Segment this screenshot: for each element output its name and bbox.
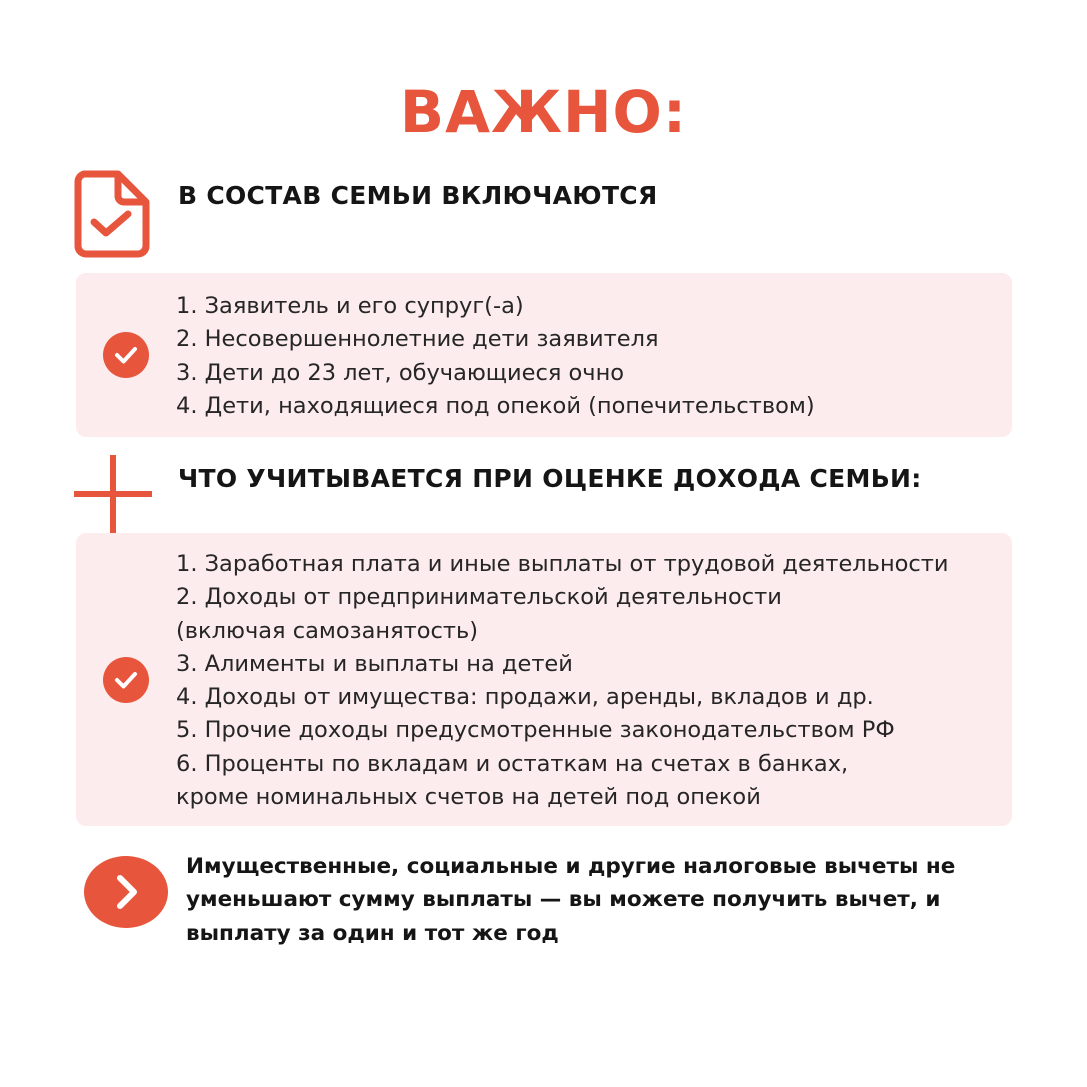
list-item: 1. Заявитель и его супруг(-а) <box>176 293 524 319</box>
income-card <box>76 533 1012 826</box>
list-item: 1. Заработная плата и иные выплаты от трудовой деятельности <box>176 551 949 577</box>
income-list <box>176 548 949 814</box>
list-item: 5. Прочие доходы предусмотренные законодательством РФ <box>176 717 895 744</box>
page-title: ВАЖНО: <box>399 78 688 146</box>
tax-deduction-note <box>186 850 1006 950</box>
note-line: выплату за один и тот же год <box>186 920 559 946</box>
plus-icon <box>74 455 152 533</box>
note-line: Имущественные, социальные и другие налоговые вычеты не <box>186 854 956 879</box>
list-item: 4. Дети, находящиеся под опекой (попечительством) <box>176 392 815 419</box>
list-item: (включая самозанятость) <box>176 617 479 644</box>
list-item: 3. Алименты и выплаты на детей <box>176 650 573 677</box>
note-line: уменьшают сумму выплаты — вы можете получить вычет, и <box>186 887 941 913</box>
check-circle-icon <box>103 657 149 703</box>
list-item: кроме номинальных счетов на детей под опекой <box>176 784 761 811</box>
list-item: 3. Дети до 23 лет, обучающиеся очно <box>176 359 625 386</box>
list-item: 2. Несовершеннолетние дети заявителя <box>176 326 659 353</box>
family-members-card <box>76 273 1012 437</box>
chevron-right-icon <box>84 856 168 928</box>
list-item: 6. Проценты по вкладам и остаткам на счетах в банках, <box>176 750 849 777</box>
list-item: 4. Доходы от имущества: продажи, аренды, вкладов и др. <box>176 684 874 711</box>
check-circle-icon <box>103 332 149 378</box>
section-heading-income: ЧТО УЧИТЫВАЕТСЯ ПРИ ОЦЕНКЕ ДОХОДА СЕМЬИ: <box>178 464 922 493</box>
document-check-icon <box>74 170 150 258</box>
family-members-list <box>176 290 815 423</box>
list-item: 2. Доходы от предпринимательской деятельности <box>176 584 782 611</box>
section-heading-family: В СОСТАВ СЕМЬИ ВКЛЮЧАЮТСЯ <box>178 181 658 210</box>
